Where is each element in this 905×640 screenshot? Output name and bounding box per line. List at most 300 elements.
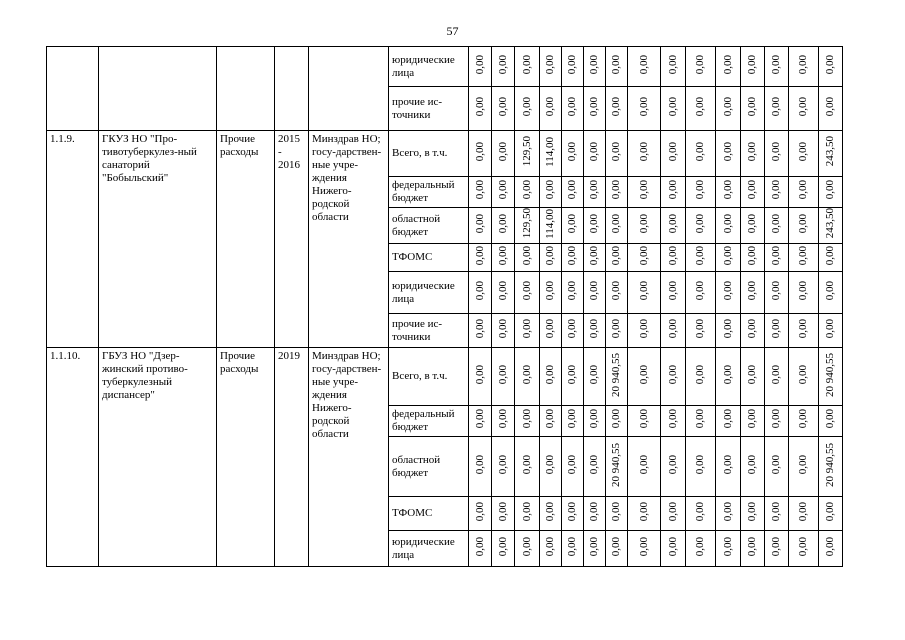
value-text: 0,00 bbox=[520, 536, 533, 557]
value-cell bbox=[628, 47, 661, 87]
value-text: 0,00 bbox=[666, 454, 679, 475]
value-text: 0,00 bbox=[496, 96, 509, 117]
value-text: 0,00 bbox=[566, 501, 578, 522]
value-text: 0,00 bbox=[824, 501, 836, 522]
value-cell bbox=[562, 47, 584, 87]
value-text: 0,00 bbox=[566, 141, 578, 162]
value-cell bbox=[492, 406, 515, 437]
value-text: 0,00 bbox=[746, 454, 758, 475]
value-text: 20 940,55 bbox=[610, 352, 622, 397]
value-text: 0,00 bbox=[610, 213, 622, 234]
value-cell bbox=[789, 348, 819, 406]
value-cell bbox=[584, 406, 606, 437]
value-cell bbox=[540, 208, 562, 244]
value-text: 0,00 bbox=[637, 280, 650, 301]
table-row bbox=[47, 47, 843, 87]
value-text: 0,00 bbox=[746, 409, 758, 429]
source-cell: юридические лица bbox=[389, 47, 469, 87]
value-cell bbox=[492, 272, 515, 314]
value-cell bbox=[789, 131, 819, 177]
value-cell bbox=[492, 47, 515, 87]
value-text: 0,00 bbox=[566, 96, 578, 117]
value-cell bbox=[661, 87, 686, 131]
value-text: 0,00 bbox=[770, 54, 782, 75]
value-cell bbox=[661, 208, 686, 244]
value-cell bbox=[661, 47, 686, 87]
value-cell bbox=[686, 131, 716, 177]
value-cell bbox=[606, 497, 628, 531]
value-text: 0,00 bbox=[588, 54, 600, 75]
value-cell bbox=[540, 47, 562, 87]
num-cell bbox=[47, 47, 99, 131]
value-cell bbox=[716, 497, 741, 531]
value-cell bbox=[819, 208, 843, 244]
value-text: 0,00 bbox=[746, 364, 758, 385]
value-text: 0,00 bbox=[496, 54, 509, 75]
entry-name: ГБУЗ НО "Дзер-жинский противо-туберкулезный диспансер" bbox=[99, 348, 217, 567]
value-text: 0,00 bbox=[520, 54, 533, 75]
value-cell bbox=[469, 47, 492, 87]
value-cell bbox=[686, 208, 716, 244]
source-cell: федеральный бюджет bbox=[389, 177, 469, 208]
value-cell bbox=[515, 272, 540, 314]
value-cell bbox=[606, 314, 628, 348]
value-text: 0,00 bbox=[520, 501, 533, 522]
value-text: 129,50 bbox=[520, 208, 533, 239]
value-cell bbox=[606, 348, 628, 406]
value-text: 0,00 bbox=[746, 280, 758, 301]
value-text: 0,00 bbox=[544, 245, 556, 266]
value-text: 0,00 bbox=[824, 280, 836, 301]
value-cell bbox=[765, 47, 789, 87]
value-cell bbox=[628, 531, 661, 567]
value-text: 0,00 bbox=[473, 180, 486, 200]
value-cell bbox=[584, 208, 606, 244]
value-cell bbox=[789, 314, 819, 348]
value-text: 0,00 bbox=[694, 141, 706, 162]
value-text: 0,00 bbox=[496, 364, 509, 385]
value-text: 0,00 bbox=[694, 245, 706, 266]
value-cell bbox=[628, 177, 661, 208]
value-cell bbox=[515, 177, 540, 208]
value-cell bbox=[584, 531, 606, 567]
value-text: 0,00 bbox=[824, 409, 836, 429]
source-cell: ТФОМС bbox=[389, 497, 469, 531]
value-cell bbox=[765, 272, 789, 314]
entry-number: 1.1.9. bbox=[47, 131, 99, 348]
value-text: 0,00 bbox=[473, 536, 486, 557]
value-text: 0,00 bbox=[666, 364, 679, 385]
value-cell bbox=[540, 272, 562, 314]
value-cell bbox=[515, 314, 540, 348]
value-cell bbox=[562, 314, 584, 348]
value-cell bbox=[716, 406, 741, 437]
value-cell bbox=[741, 314, 765, 348]
value-cell bbox=[716, 244, 741, 272]
value-text: 0,00 bbox=[637, 213, 650, 234]
value-text: 0,00 bbox=[721, 180, 734, 200]
value-cell bbox=[469, 208, 492, 244]
value-cell bbox=[540, 348, 562, 406]
value-cell bbox=[584, 497, 606, 531]
value-cell bbox=[562, 244, 584, 272]
value-cell bbox=[765, 531, 789, 567]
value-text: 0,00 bbox=[496, 280, 509, 301]
value-cell bbox=[789, 272, 819, 314]
value-text: 0,00 bbox=[610, 245, 622, 266]
entry-executor: Минздрав НО; госу-дарствен-ные учре-ждения Нижего-родской области bbox=[309, 131, 389, 348]
value-cell bbox=[492, 177, 515, 208]
value-cell bbox=[716, 208, 741, 244]
value-cell bbox=[492, 131, 515, 177]
value-cell bbox=[716, 87, 741, 131]
value-cell bbox=[819, 87, 843, 131]
value-text: 0,00 bbox=[637, 364, 650, 385]
value-text: 0,00 bbox=[544, 364, 556, 385]
value-text: 0,00 bbox=[473, 280, 486, 301]
value-text: 0,00 bbox=[566, 454, 578, 475]
value-text: 0,00 bbox=[520, 180, 533, 200]
period-cell bbox=[275, 47, 309, 131]
value-cell bbox=[716, 47, 741, 87]
value-text: 0,00 bbox=[566, 536, 578, 557]
value-cell bbox=[515, 208, 540, 244]
value-cell bbox=[686, 437, 716, 497]
value-cell bbox=[741, 177, 765, 208]
value-text: 0,00 bbox=[666, 54, 679, 75]
value-text: 0,00 bbox=[588, 280, 600, 301]
value-text: 0,00 bbox=[588, 364, 600, 385]
value-cell bbox=[661, 531, 686, 567]
value-text: 0,00 bbox=[694, 364, 706, 385]
value-text: 0,00 bbox=[496, 536, 509, 557]
value-text: 0,00 bbox=[721, 364, 734, 385]
value-cell bbox=[716, 348, 741, 406]
value-text: 0,00 bbox=[666, 280, 679, 301]
value-text: 0,00 bbox=[637, 454, 650, 475]
value-text: 0,00 bbox=[721, 245, 734, 266]
value-text: 0,00 bbox=[746, 501, 758, 522]
value-text: 0,00 bbox=[721, 536, 734, 557]
value-text: 0,00 bbox=[473, 501, 486, 522]
value-cell bbox=[741, 208, 765, 244]
value-cell bbox=[469, 87, 492, 131]
source-cell: юридические лица bbox=[389, 531, 469, 567]
source-cell: Всего, в т.ч. bbox=[389, 131, 469, 177]
value-cell bbox=[492, 87, 515, 131]
value-cell bbox=[515, 131, 540, 177]
value-cell bbox=[540, 406, 562, 437]
value-cell bbox=[584, 47, 606, 87]
value-cell bbox=[492, 437, 515, 497]
value-text: 0,00 bbox=[544, 180, 556, 200]
value-cell bbox=[661, 272, 686, 314]
value-text: 0,00 bbox=[544, 454, 556, 475]
value-cell bbox=[492, 208, 515, 244]
value-cell bbox=[515, 87, 540, 131]
value-cell bbox=[562, 177, 584, 208]
value-cell bbox=[686, 272, 716, 314]
value-text: 0,00 bbox=[694, 280, 706, 301]
entry-number: 1.1.10. bbox=[47, 348, 99, 567]
value-cell bbox=[540, 531, 562, 567]
value-cell bbox=[469, 531, 492, 567]
value-text: 0,00 bbox=[496, 141, 509, 162]
value-text: 0,00 bbox=[746, 180, 758, 200]
value-text: 0,00 bbox=[637, 409, 650, 429]
value-cell bbox=[469, 406, 492, 437]
value-cell bbox=[562, 87, 584, 131]
value-text: 0,00 bbox=[666, 318, 679, 339]
value-cell bbox=[819, 348, 843, 406]
value-text: 0,00 bbox=[770, 454, 782, 475]
value-cell bbox=[584, 348, 606, 406]
value-text: 0,00 bbox=[770, 536, 782, 557]
value-text: 0,00 bbox=[588, 213, 600, 234]
value-text: 20 940,55 bbox=[824, 442, 836, 487]
value-text: 0,00 bbox=[544, 536, 556, 557]
value-cell bbox=[469, 497, 492, 531]
value-cell bbox=[606, 177, 628, 208]
value-text: 0,00 bbox=[694, 54, 706, 75]
value-cell bbox=[765, 348, 789, 406]
value-cell bbox=[469, 314, 492, 348]
value-cell bbox=[789, 87, 819, 131]
value-text: 0,00 bbox=[770, 96, 782, 117]
value-cell bbox=[686, 531, 716, 567]
value-text: 0,00 bbox=[496, 409, 509, 429]
value-text: 0,00 bbox=[520, 96, 533, 117]
value-cell bbox=[606, 531, 628, 567]
value-cell bbox=[540, 497, 562, 531]
value-cell bbox=[515, 531, 540, 567]
value-cell bbox=[606, 272, 628, 314]
value-cell bbox=[789, 177, 819, 208]
value-text: 0,00 bbox=[473, 454, 486, 475]
value-cell bbox=[716, 131, 741, 177]
value-text: 0,00 bbox=[721, 501, 734, 522]
value-cell bbox=[661, 314, 686, 348]
value-text: 0,00 bbox=[637, 245, 650, 266]
expense-type: Прочие расходы bbox=[217, 131, 275, 348]
value-text: 0,00 bbox=[666, 501, 679, 522]
value-cell bbox=[540, 87, 562, 131]
value-cell bbox=[686, 314, 716, 348]
table-row bbox=[47, 348, 843, 406]
value-text: 0,00 bbox=[588, 180, 600, 200]
value-text: 0,00 bbox=[544, 501, 556, 522]
value-text: 0,00 bbox=[746, 536, 758, 557]
entry-period: 2019 bbox=[275, 348, 309, 567]
value-cell bbox=[584, 244, 606, 272]
value-text: 0,00 bbox=[520, 454, 533, 475]
value-cell bbox=[584, 87, 606, 131]
budget-table bbox=[46, 46, 843, 567]
value-text: 0,00 bbox=[746, 141, 758, 162]
value-text: 0,00 bbox=[770, 501, 782, 522]
value-cell bbox=[584, 272, 606, 314]
value-text: 0,00 bbox=[496, 245, 509, 266]
value-text: 0,00 bbox=[721, 213, 734, 234]
entry-name: ГКУЗ НО "Про-тивотуберкулез-ный санаторий "Бобыльский" bbox=[99, 131, 217, 348]
value-cell bbox=[686, 406, 716, 437]
value-cell bbox=[765, 208, 789, 244]
value-cell bbox=[492, 244, 515, 272]
value-cell bbox=[765, 314, 789, 348]
value-cell bbox=[515, 497, 540, 531]
value-text: 0,00 bbox=[721, 280, 734, 301]
value-text: 0,00 bbox=[824, 96, 836, 117]
value-cell bbox=[584, 177, 606, 208]
value-cell bbox=[686, 348, 716, 406]
value-cell bbox=[789, 47, 819, 87]
value-text: 0,00 bbox=[637, 501, 650, 522]
value-text: 0,00 bbox=[694, 180, 706, 200]
value-text: 0,00 bbox=[610, 409, 622, 429]
value-text: 0,00 bbox=[496, 454, 509, 475]
value-cell bbox=[789, 437, 819, 497]
value-text: 0,00 bbox=[544, 96, 556, 117]
value-text: 114,00 bbox=[544, 136, 556, 167]
value-cell bbox=[515, 437, 540, 497]
value-cell bbox=[606, 437, 628, 497]
value-cell bbox=[716, 272, 741, 314]
value-text: 20 940,55 bbox=[824, 352, 836, 397]
name-cell bbox=[99, 47, 217, 131]
value-text: 0,00 bbox=[770, 213, 782, 234]
entry-period: 2015 - 2016 bbox=[275, 131, 309, 348]
value-cell bbox=[741, 437, 765, 497]
value-text: 0,00 bbox=[637, 536, 650, 557]
value-text: 0,00 bbox=[797, 54, 809, 75]
value-text: 0,00 bbox=[770, 141, 782, 162]
value-cell bbox=[716, 531, 741, 567]
value-text: 0,00 bbox=[566, 364, 578, 385]
value-cell bbox=[562, 406, 584, 437]
value-text: 0,00 bbox=[770, 364, 782, 385]
value-text: 0,00 bbox=[496, 318, 509, 339]
value-cell bbox=[819, 531, 843, 567]
value-cell bbox=[628, 497, 661, 531]
value-cell bbox=[686, 177, 716, 208]
value-text: 0,00 bbox=[666, 213, 679, 234]
value-cell bbox=[765, 177, 789, 208]
value-text: 0,00 bbox=[824, 318, 836, 339]
value-cell bbox=[540, 131, 562, 177]
value-text: 0,00 bbox=[566, 245, 578, 266]
value-cell bbox=[562, 348, 584, 406]
value-cell bbox=[661, 406, 686, 437]
value-text: 0,00 bbox=[520, 318, 533, 339]
page-number: 57 bbox=[446, 24, 459, 38]
value-cell bbox=[741, 131, 765, 177]
value-cell bbox=[789, 244, 819, 272]
value-text: 0,00 bbox=[473, 409, 486, 429]
source-cell: прочие ис-точники bbox=[389, 87, 469, 131]
value-text: 0,00 bbox=[797, 280, 809, 301]
value-text: 0,00 bbox=[566, 409, 578, 429]
value-text: 0,00 bbox=[721, 409, 734, 429]
value-cell bbox=[562, 131, 584, 177]
value-text: 0,00 bbox=[666, 96, 679, 117]
value-cell bbox=[765, 244, 789, 272]
value-text: 0,00 bbox=[824, 536, 836, 557]
value-cell bbox=[819, 47, 843, 87]
value-text: 0,00 bbox=[797, 245, 809, 266]
value-cell bbox=[628, 314, 661, 348]
value-cell bbox=[765, 87, 789, 131]
value-text: 0,00 bbox=[473, 213, 486, 234]
value-text: 0,00 bbox=[588, 454, 600, 475]
value-cell bbox=[606, 131, 628, 177]
value-text: 0,00 bbox=[637, 180, 650, 200]
source-cell: Всего, в т.ч. bbox=[389, 348, 469, 406]
value-cell bbox=[686, 47, 716, 87]
value-cell bbox=[515, 47, 540, 87]
value-cell bbox=[492, 531, 515, 567]
executor-cell bbox=[309, 47, 389, 131]
value-text: 0,00 bbox=[566, 280, 578, 301]
value-text: 0,00 bbox=[544, 409, 556, 429]
value-text: 0,00 bbox=[610, 536, 622, 557]
value-cell bbox=[741, 244, 765, 272]
value-cell bbox=[469, 244, 492, 272]
value-cell bbox=[515, 406, 540, 437]
value-text: 0,00 bbox=[566, 318, 578, 339]
value-cell bbox=[584, 131, 606, 177]
value-cell bbox=[765, 497, 789, 531]
value-text: 0,00 bbox=[824, 180, 836, 200]
value-text: 0,00 bbox=[588, 501, 600, 522]
value-text: 20 940,55 bbox=[610, 442, 622, 487]
value-cell bbox=[492, 348, 515, 406]
value-cell bbox=[661, 497, 686, 531]
value-cell bbox=[584, 437, 606, 497]
value-cell bbox=[819, 244, 843, 272]
value-text: 0,00 bbox=[694, 213, 706, 234]
value-cell bbox=[819, 497, 843, 531]
value-cell bbox=[540, 177, 562, 208]
source-cell: федеральный бюджет bbox=[389, 406, 469, 437]
value-cell bbox=[819, 177, 843, 208]
value-text: 243,50 bbox=[824, 136, 836, 167]
value-text: 0,00 bbox=[544, 54, 556, 75]
value-cell bbox=[661, 177, 686, 208]
source-cell: областной бюджет bbox=[389, 437, 469, 497]
table-row bbox=[47, 131, 843, 177]
value-text: 0,00 bbox=[473, 141, 486, 162]
value-text: 0,00 bbox=[637, 54, 650, 75]
value-cell bbox=[492, 497, 515, 531]
value-cell bbox=[819, 406, 843, 437]
value-cell bbox=[562, 208, 584, 244]
value-text: 0,00 bbox=[797, 318, 809, 339]
value-text: 0,00 bbox=[666, 180, 679, 200]
value-text: 0,00 bbox=[610, 180, 622, 200]
value-text: 0,00 bbox=[566, 213, 578, 234]
value-cell bbox=[741, 531, 765, 567]
value-text: 0,00 bbox=[770, 280, 782, 301]
value-text: 0,00 bbox=[694, 501, 706, 522]
value-cell bbox=[584, 314, 606, 348]
value-cell bbox=[628, 244, 661, 272]
value-text: 0,00 bbox=[588, 536, 600, 557]
value-text: 0,00 bbox=[610, 280, 622, 301]
type-cell bbox=[217, 47, 275, 131]
value-text: 0,00 bbox=[721, 318, 734, 339]
value-text: 0,00 bbox=[666, 245, 679, 266]
value-cell bbox=[628, 406, 661, 437]
